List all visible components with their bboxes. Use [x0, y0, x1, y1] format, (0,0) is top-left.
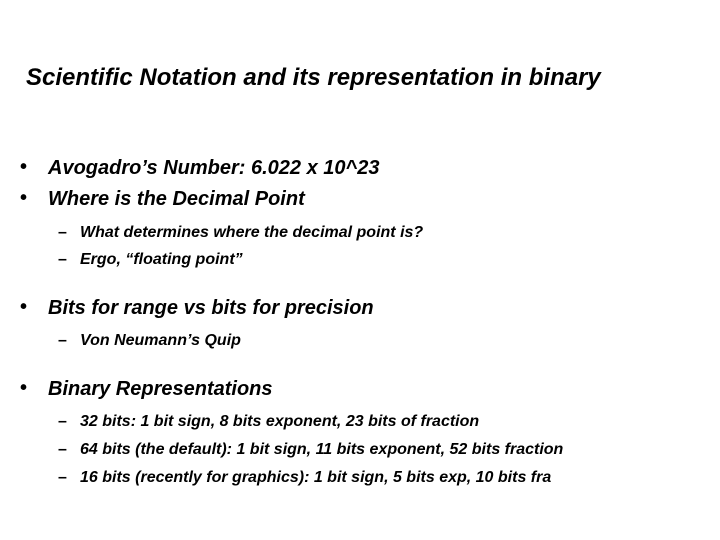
bullet-text: Where is the Decimal Point: [48, 188, 305, 210]
bullet-text: Binary Representations: [48, 378, 273, 400]
sub-bullet-item: [58, 251, 243, 269]
bullet-text: Bits for range vs bits for precision: [48, 297, 374, 319]
dash-glyph: –: [58, 413, 67, 430]
slide-title: Scientific Notation and its representation in binary: [26, 64, 601, 91]
bullet-glyph: •: [20, 377, 28, 399]
bullet-item: [20, 187, 305, 211]
sub-bullet-text: 64 bits (the default): 1 bit sign, 11 bits exponent, 52 bits fraction: [80, 441, 564, 458]
sub-bullet-item: [58, 332, 241, 350]
sub-bullet-item: [58, 441, 564, 459]
sub-bullet-text: 16 bits (recently for graphics): 1 bit sign, 5 bits exp, 10 bits fra: [80, 469, 552, 486]
sub-bullet-item: [58, 413, 480, 431]
dash-glyph: –: [58, 441, 67, 458]
sub-bullet-text: Von Neumann’s Quip: [80, 332, 241, 349]
bullet-glyph: •: [20, 187, 28, 209]
sub-bullet-item: [58, 469, 552, 487]
bullet-glyph: •: [20, 156, 28, 178]
sub-bullet-text: 32 bits: 1 bit sign, 8 bits exponent, 23 bits of fraction: [80, 413, 480, 430]
bullet-text: Avogadro’s Number: 6.022 x 10^23: [48, 157, 380, 179]
dash-glyph: –: [58, 332, 67, 349]
bullet-item: [20, 296, 374, 320]
bullet-glyph: •: [20, 296, 28, 318]
bullet-item: [20, 377, 273, 401]
sub-bullet-text: Ergo, “floating point”: [80, 251, 243, 268]
sub-bullet-text: What determines where the decimal point is?: [80, 224, 424, 241]
sub-bullet-item: [58, 224, 424, 242]
dash-glyph: –: [58, 469, 67, 486]
bullet-item: [20, 156, 380, 180]
dash-glyph: –: [58, 224, 67, 241]
dash-glyph: –: [58, 251, 67, 268]
